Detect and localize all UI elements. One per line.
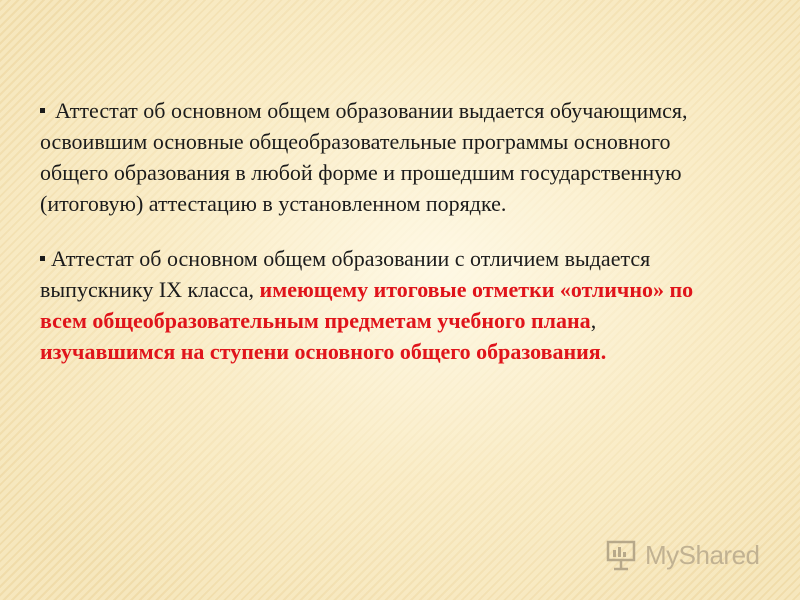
bullet-icon [40,108,45,113]
paragraph-2-highlight-a: имеющему итоговые отметки «отлично» по всем общеобразовательным предметам учебного плана [40,277,694,333]
paragraph-2-text-b: , [590,308,597,333]
watermark-logo [605,535,770,575]
paragraph-1 [40,95,720,219]
paragraph-2-highlight-b: изучавшимся на ступени основного общего образования. [40,339,607,364]
paragraph-2 [40,243,720,367]
paragraph-2-text-a: Аттестат об основном общем образовании с отличием выдается выпускнику IX класса, [40,246,651,302]
slide-content [40,95,720,367]
presentation-board-icon [605,538,639,572]
paragraph-1-text: Аттестат об основном общем образовании выдается обучающимся, освоившим основные общеобразовательные программы основного общего образования в любой форме и прошедшим государственную (итоговую) аттестацию в установленном порядке. [40,98,688,216]
watermark-brand: MyShared [645,539,760,570]
bullet-icon [40,256,45,261]
